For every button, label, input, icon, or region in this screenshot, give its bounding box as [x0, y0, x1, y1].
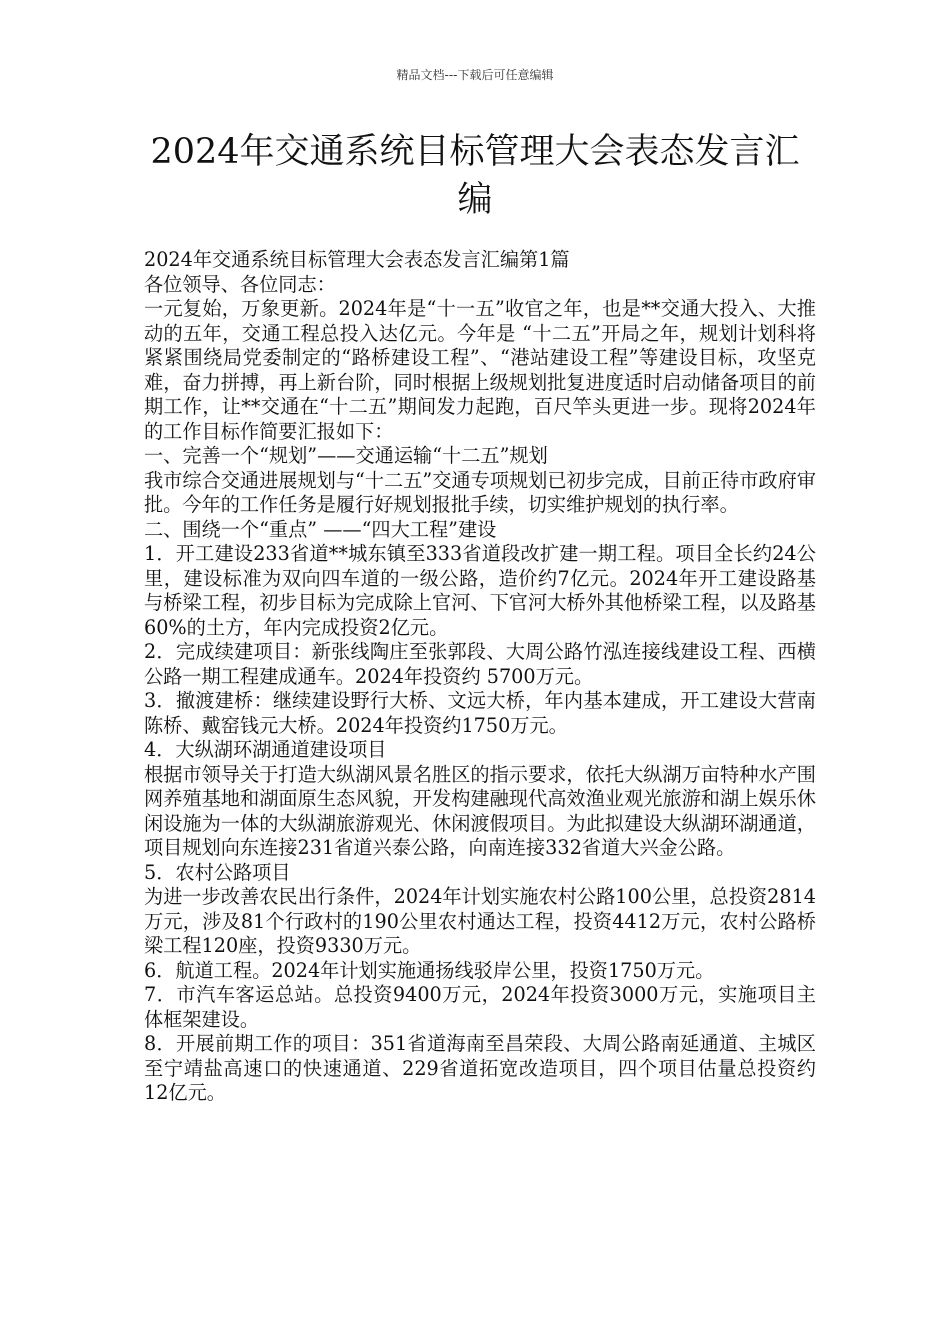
paragraph-item-2: 2．完成续建项目：新张线陶庄至张郭段、大周公路竹泓连接线建设工程、西横公路一期工程建成通车。2024年投资约 5700万元。	[144, 640, 816, 688]
paragraph-item-1: 1．开工建设233省道**城东镇至333省道段改扩建一期工程。项目全长约24公里，建设标准为双向四车道的一级公路，造价约7亿元。2024年开工建设路基与桥梁工程，初步目标为完成除上官河、下官河大桥外其他桥梁工程，以及路基60%的土方，年内完成投资2亿元。	[144, 542, 816, 639]
paragraph-greeting: 各位领导、各位同志：	[144, 272, 336, 296]
paragraph-item-6: 6．航道工程。2024年计划实施通扬线驳岸公里，投资1750万元。	[144, 958, 715, 982]
paragraph-heading-1: 一、完善一个“规划”——交通运输“十二五”规划	[144, 444, 548, 467]
paragraph-intro: 一元复始，万象更新。2024年是“十一五”收官之年，也是**交通大投入、大推动的五年，交通工程总投入达亿元。今年是 “十二五”开局之年，规划计划科将紧紧围绕局党委制定的“路桥建设工程”、“港站建设工程”等建设目标，攻坚克难，奋力拼搏，再上新台阶，同时根据上级规划批复进度适时启动储备项目的前期工作，让**交通在“十二五”期间发力起跑，百尺竿头更进一步。现将2024年的工作目标作简要汇报如下：	[144, 297, 816, 443]
paragraph-item-5-detail: 为进一步改善农民出行条件，2024年计划实施农村公路100公里，总投资2814万元，涉及81个行政村的190公里农村通达工程，投资4412万元，农村公路桥梁工程120座，投资9330万元。	[144, 885, 816, 957]
document-body	[144, 248, 816, 1106]
paragraph-section-title: 2024年交通系统目标管理大会表态发言汇编第1篇	[144, 248, 570, 271]
paragraph-planning: 我市综合交通进展规划与“十二五”交通专项规划已初步完成，目前正待市政府审批。今年的工作任务是履行好规划报批手续，切实维护规划的执行率。	[144, 468, 816, 516]
paragraph-item-4: 4．大纵湖环湖通道建设项目	[144, 738, 387, 761]
paragraph-item-8: 8．开展前期工作的项目：351省道海南至昌荣段、大周公路南延通道、主城区至宁靖盐高速口的快速通道、229省道拓宽改造项目，四个项目估量总投资约12亿元。	[144, 1032, 816, 1104]
paragraph-item-5: 5．农村公路项目	[144, 860, 291, 884]
paragraph-item-3: 3．撤渡建桥：继续建设野行大桥、文远大桥，年内基本建成，开工建设大营南陈桥、戴窑钱元大桥。2024年投资约1750万元。	[144, 689, 816, 737]
paragraph-heading-2: 二、围绕一个“重点” ——“四大工程”建设	[144, 517, 497, 541]
paragraph-item-7: 7．市汽车客运总站。总投资9400万元，2024年投资3000万元，实施项目主体框架建设。	[144, 983, 816, 1031]
document-title: 2024年交通系统目标管理大会表态发言汇编	[150, 132, 800, 220]
paragraph-item-4-detail: 根据市领导关于打造大纵湖风景名胜区的指示要求，依托大纵湖万亩特种水产围网养殖基地和湖面原生态风貌，开发构建融现代高效渔业观光旅游和湖上娱乐休闲设施为一体的大纵湖旅游观光、休闲渡假项目。为此拟建设大纵湖环湖通道，项目规划向东连接231省道兴泰公路，向南连接332省道大兴金公路。	[144, 762, 816, 859]
header-note: 精品文档---下载后可任意编辑	[396, 68, 554, 82]
